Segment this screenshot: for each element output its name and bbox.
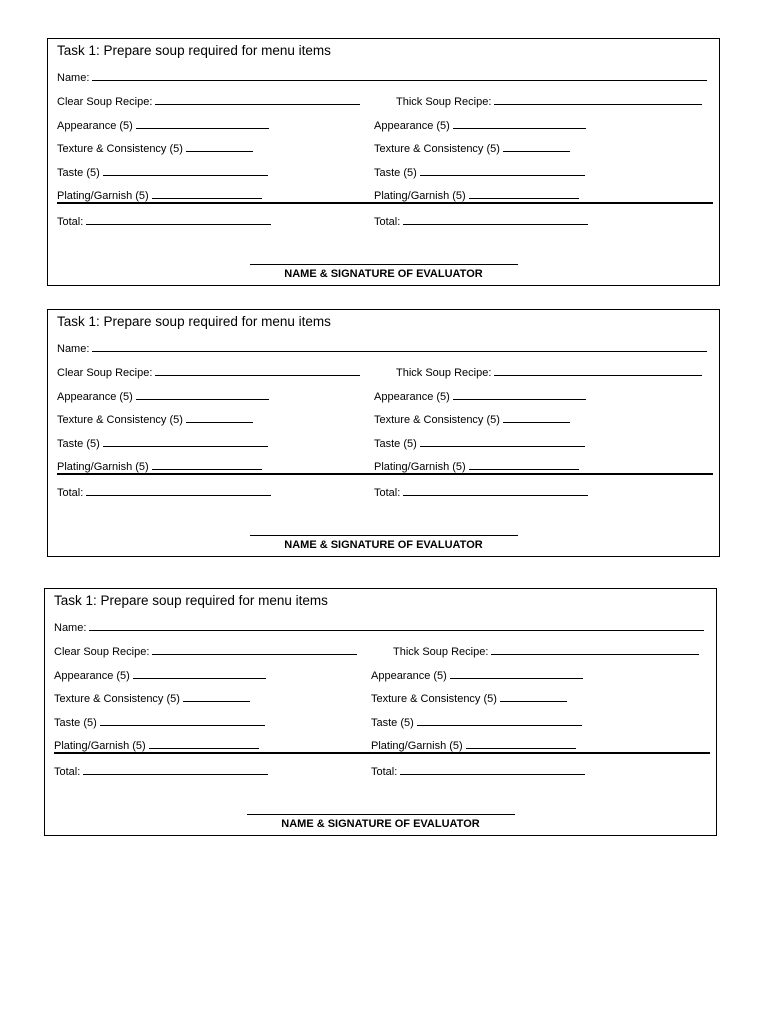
form-title: Task 1: Prepare soup required for menu items — [57, 43, 331, 58]
left-plating-row — [57, 188, 262, 203]
taste-label: Taste (5) — [374, 167, 417, 179]
right-total-row — [371, 764, 585, 779]
thick-soup-row — [393, 644, 699, 659]
right-taste-row — [374, 165, 585, 180]
right-texture-row — [374, 141, 570, 156]
thick-soup-label: Thick Soup Recipe: — [396, 96, 492, 108]
plating-score-field[interactable] — [469, 459, 579, 470]
total-label: Total: — [374, 487, 401, 499]
thick-soup-row — [396, 94, 702, 109]
texture-score-field[interactable] — [500, 691, 567, 702]
left-taste-row — [54, 715, 265, 730]
appearance-label: Appearance (5) — [57, 120, 133, 132]
thick-soup-field[interactable] — [491, 644, 699, 655]
thick-soup-label: Thick Soup Recipe: — [393, 646, 489, 658]
taste-score-field[interactable] — [420, 165, 585, 176]
clear-soup-field[interactable] — [155, 94, 360, 105]
left-total-row — [57, 214, 271, 229]
right-texture-row — [371, 691, 567, 706]
plating-label: Plating/Garnish (5) — [374, 461, 466, 473]
appearance-label: Appearance (5) — [54, 670, 130, 682]
left-taste-row — [57, 165, 268, 180]
appearance-label: Appearance (5) — [57, 391, 133, 403]
appearance-score-field[interactable] — [136, 389, 269, 400]
texture-label: Texture & Consistency (5) — [374, 143, 500, 155]
appearance-score-field[interactable] — [450, 668, 583, 679]
total-score-field[interactable] — [403, 485, 588, 496]
name-row — [57, 70, 707, 85]
clear-soup-row — [57, 94, 360, 109]
signature-line[interactable] — [247, 814, 515, 815]
total-score-field[interactable] — [86, 214, 271, 225]
appearance-score-field[interactable] — [133, 668, 266, 679]
name-label: Name: — [57, 343, 90, 355]
texture-label: Texture & Consistency (5) — [374, 414, 500, 426]
name-field[interactable] — [89, 620, 704, 631]
thick-soup-row — [396, 365, 702, 380]
taste-score-field[interactable] — [417, 715, 582, 726]
left-texture-row — [57, 141, 253, 156]
total-label: Total: — [371, 766, 398, 778]
total-score-field[interactable] — [403, 214, 588, 225]
total-score-field[interactable] — [83, 764, 268, 775]
taste-score-field[interactable] — [100, 715, 265, 726]
right-texture-row — [374, 412, 570, 427]
left-plating-row — [54, 738, 259, 753]
taste-score-field[interactable] — [103, 436, 268, 447]
appearance-score-field[interactable] — [136, 118, 269, 129]
texture-score-field[interactable] — [503, 141, 570, 152]
plating-score-field[interactable] — [152, 188, 262, 199]
appearance-label: Appearance (5) — [374, 120, 450, 132]
clear-soup-field[interactable] — [152, 644, 357, 655]
appearance-score-field[interactable] — [453, 118, 586, 129]
signature-caption: NAME & SIGNATURE OF EVALUATOR — [284, 268, 483, 280]
clear-soup-label: Clear Soup Recipe: — [57, 367, 153, 379]
taste-label: Taste (5) — [374, 438, 417, 450]
right-appearance-row — [374, 389, 586, 404]
evaluation-form-1 — [47, 38, 720, 286]
clear-soup-row — [57, 365, 360, 380]
right-taste-row — [374, 436, 585, 451]
clear-soup-row — [54, 644, 357, 659]
thick-soup-label: Thick Soup Recipe: — [396, 367, 492, 379]
taste-score-field[interactable] — [420, 436, 585, 447]
name-label: Name: — [57, 72, 90, 84]
left-texture-row — [54, 691, 250, 706]
texture-score-field[interactable] — [503, 412, 570, 423]
texture-score-field[interactable] — [186, 141, 253, 152]
plating-score-field[interactable] — [469, 188, 579, 199]
name-label: Name: — [54, 622, 87, 634]
name-field[interactable] — [92, 341, 707, 352]
appearance-label: Appearance (5) — [371, 670, 447, 682]
right-appearance-row — [374, 118, 586, 133]
left-plating-row — [57, 459, 262, 474]
plating-label: Plating/Garnish (5) — [57, 461, 149, 473]
signature-line[interactable] — [250, 264, 518, 265]
form-title: Task 1: Prepare soup required for menu items — [54, 593, 328, 608]
right-plating-row — [374, 188, 579, 203]
right-total-row — [374, 214, 588, 229]
divider — [57, 202, 713, 204]
clear-soup-field[interactable] — [155, 365, 360, 376]
divider — [54, 752, 710, 754]
evaluation-form-2 — [47, 309, 720, 557]
right-plating-row — [374, 459, 579, 474]
divider — [57, 473, 713, 475]
texture-label: Texture & Consistency (5) — [57, 414, 183, 426]
texture-label: Texture & Consistency (5) — [371, 693, 497, 705]
texture-score-field[interactable] — [183, 691, 250, 702]
right-taste-row — [371, 715, 582, 730]
texture-score-field[interactable] — [186, 412, 253, 423]
taste-label: Taste (5) — [57, 438, 100, 450]
taste-label: Taste (5) — [371, 717, 414, 729]
left-appearance-row — [57, 389, 269, 404]
taste-label: Taste (5) — [54, 717, 97, 729]
signature-line[interactable] — [250, 535, 518, 536]
total-score-field[interactable] — [400, 764, 585, 775]
taste-score-field[interactable] — [103, 165, 268, 176]
plating-score-field[interactable] — [149, 738, 259, 749]
texture-label: Texture & Consistency (5) — [57, 143, 183, 155]
evaluation-form-3 — [44, 588, 717, 836]
name-field[interactable] — [92, 70, 707, 81]
plating-label: Plating/Garnish (5) — [371, 740, 463, 752]
texture-label: Texture & Consistency (5) — [54, 693, 180, 705]
form-title: Task 1: Prepare soup required for menu items — [57, 314, 331, 329]
thick-soup-field[interactable] — [494, 94, 702, 105]
plating-label: Plating/Garnish (5) — [57, 190, 149, 202]
thick-soup-field[interactable] — [494, 365, 702, 376]
left-taste-row — [57, 436, 268, 451]
signature-caption: NAME & SIGNATURE OF EVALUATOR — [284, 539, 483, 551]
total-label: Total: — [57, 216, 84, 228]
left-appearance-row — [57, 118, 269, 133]
left-total-row — [54, 764, 268, 779]
plating-label: Plating/Garnish (5) — [54, 740, 146, 752]
right-plating-row — [371, 738, 576, 753]
appearance-score-field[interactable] — [453, 389, 586, 400]
total-label: Total: — [57, 487, 84, 499]
name-row — [54, 620, 704, 635]
left-texture-row — [57, 412, 253, 427]
plating-score-field[interactable] — [466, 738, 576, 749]
taste-label: Taste (5) — [57, 167, 100, 179]
plating-label: Plating/Garnish (5) — [374, 190, 466, 202]
total-score-field[interactable] — [86, 485, 271, 496]
plating-score-field[interactable] — [152, 459, 262, 470]
clear-soup-label: Clear Soup Recipe: — [57, 96, 153, 108]
clear-soup-label: Clear Soup Recipe: — [54, 646, 150, 658]
name-row — [57, 341, 707, 356]
left-total-row — [57, 485, 271, 500]
right-appearance-row — [371, 668, 583, 683]
total-label: Total: — [54, 766, 81, 778]
left-appearance-row — [54, 668, 266, 683]
total-label: Total: — [374, 216, 401, 228]
appearance-label: Appearance (5) — [374, 391, 450, 403]
right-total-row — [374, 485, 588, 500]
signature-caption: NAME & SIGNATURE OF EVALUATOR — [281, 818, 480, 830]
